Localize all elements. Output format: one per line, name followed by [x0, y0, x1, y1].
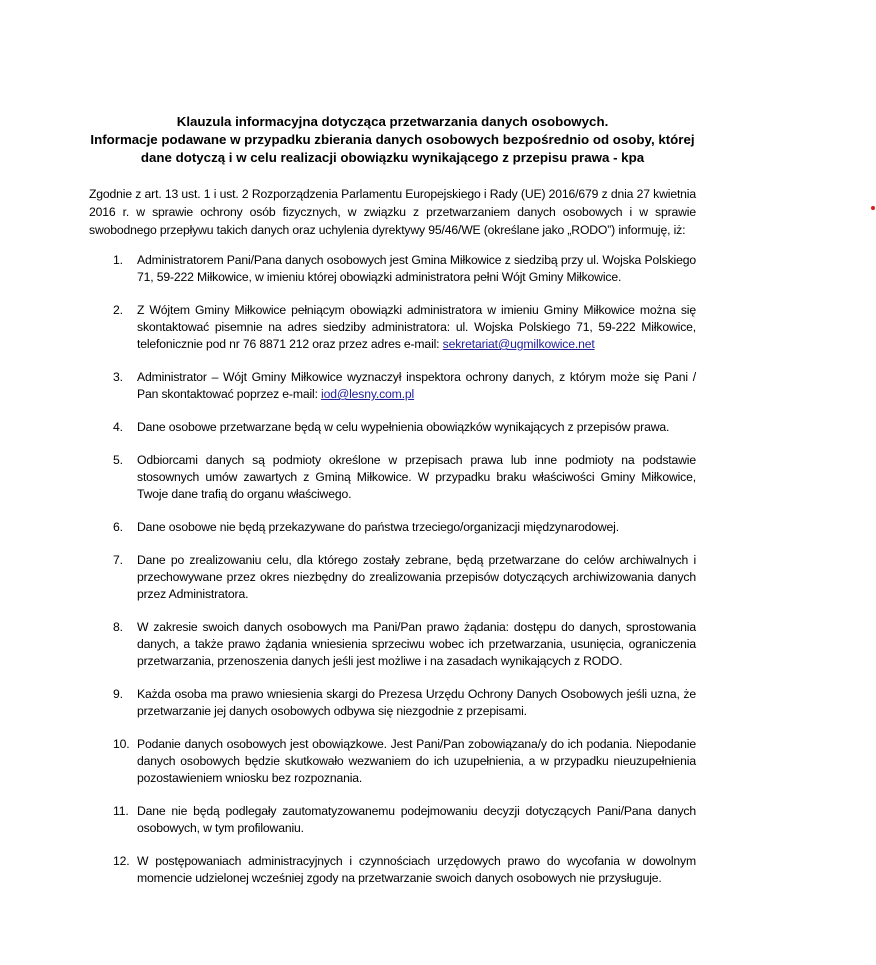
item-number: 9.: [113, 687, 123, 701]
document-title: [89, 113, 696, 167]
list-item: [89, 252, 696, 286]
item-number: 3.: [113, 370, 123, 384]
email-link-sekretariat[interactable]: sekretariat@ugmilkowice.net: [442, 337, 595, 351]
item-text: Administratorem Pani/Pana danych osobowych jest Gmina Miłkowice z siedzibą przy ul. Wojska Polskiego 71, 59-222 Miłkowice, w imieniu której obowiązki administratora pełni Wójt Gminy Miłkowice.: [137, 253, 696, 284]
red-marker-dot: [871, 206, 875, 210]
item-text: Każda osoba ma prawo wniesienia skargi do Prezesa Urzędu Ochrony Danych Osobowych jeśli uzna, że przetwarzanie jej danych osobowych odbywa się niezgodnie z przepisami.: [137, 687, 696, 718]
item-number: 4.: [113, 420, 123, 434]
item-text: Z Wójtem Gminy Miłkowice pełniącym obowiązki administratora w imieniu Gminy Miłkowice można się skontaktować pisemnie na adres siedziby administratora: ul. Wojska Polskiego 71, 59-222 Miłkowice, telefonicznie pod nr 76 8871 212 oraz przez adres e-mail:: [137, 303, 696, 351]
list-item: [89, 686, 696, 720]
title-line-1: Klauzula informacyjna dotycząca przetwarzania danych osobowych.: [176, 114, 609, 129]
item-text: W zakresie swoich danych osobowych ma Pani/Pan prawo żądania: dostępu do danych, sprostowania danych, a także prawo żądania wniesienia sprzeciwu wobec ich przetwarzania, usunięcia, ograniczenia przetwarzania, przenoszenia danych jeśli jest możliwe i na zasadach wynikających z RODO.: [137, 620, 696, 668]
list-item: [89, 552, 696, 603]
clause-list: [89, 252, 696, 887]
list-item: [89, 419, 696, 436]
item-number: 11.: [113, 804, 129, 818]
list-item: [89, 803, 696, 837]
item-text: Dane nie będą podlegały zautomatyzowanemu podejmowaniu decyzji dotyczących Pani/Pana danych osobowych, w tym profilowaniu.: [137, 804, 696, 835]
item-number: 6.: [113, 520, 123, 534]
item-number: 5.: [113, 453, 123, 467]
item-number: 10.: [113, 737, 130, 751]
item-text: Podanie danych osobowych jest obowiązkowe. Jest Pani/Pan zobowiązana/y do ich podania. Niepodanie danych osobowych będzie skutkowało wezwaniem do ich uzupełnienia, a w przypadku nieuzupełnienia pozostawieniem wniosku bez rozpoznania.: [137, 737, 696, 785]
intro-paragraph: Zgodnie z art. 13 ust. 1 i ust. 2 Rozporządzenia Parlamentu Europejskiego i Rady (UE) 2016/679 z dnia 27 kwietnia 2016 r. w sprawie ochrony osób fizycznych, w związku z przetwarzaniem danych osobowych i w sprawie swobodnego przepływu takich danych oraz uchylenia dyrektywy 95/46/WE (określane jako „RODO”) informuję, iż:: [89, 187, 696, 237]
item-number: 2.: [113, 303, 123, 317]
list-item: [89, 619, 696, 670]
item-text: W postępowaniach administracyjnych i czynnościach urzędowych prawo do wycofania w dowolnym momencie udzielonej wcześniej zgody na przetwarzanie swoich danych osobowych nie przysługuje.: [137, 854, 696, 885]
item-number: 7.: [113, 553, 123, 567]
list-item: [89, 452, 696, 503]
item-number: 1.: [113, 253, 123, 267]
title-line-3: dane dotyczą i w celu realizacji obowiązku wynikającego z przepisu prawa - kpa: [140, 150, 645, 165]
item-text: Odbiorcami danych są podmioty określone w przepisach prawa lub inne podmioty na podstawie stosownych umów zawartych z Gminą Miłkowice. W przypadku braku właściwości Gminy Miłkowice, Twoje dane trafią do organu właściwego.: [137, 453, 696, 501]
item-text: Dane po zrealizowaniu celu, dla którego zostały zebrane, będą przetwarzane do celów archiwalnych i przechowywane przez okres niezbędny do zrealizowania przepisów dotyczących archiwizowania danych przez Administratora.: [137, 553, 696, 601]
item-text: Administrator – Wójt Gminy Miłkowice wyznaczył inspektora ochrony danych, z którym może się Pani / Pan skontaktować poprzez e-mail:: [137, 370, 696, 401]
list-item: [89, 519, 696, 536]
list-item: [89, 302, 696, 353]
list-item: [89, 369, 696, 403]
item-number: 12.: [113, 854, 130, 868]
email-link-iod[interactable]: iod@lesny.com.pl: [321, 387, 415, 401]
list-item: [89, 736, 696, 787]
item-text: Dane osobowe nie będą przekazywane do państwa trzeciego/organizacji międzynarodowej.: [137, 520, 619, 534]
document-page: [89, 113, 696, 903]
list-item: [89, 853, 696, 887]
item-text: Dane osobowe przetwarzane będą w celu wypełnienia obowiązków wynikających z przepisów prawa.: [137, 420, 670, 434]
title-line-2: Informacje podawane w przypadku zbierania danych osobowych bezpośrednio od osoby, której: [90, 132, 695, 147]
item-number: 8.: [113, 620, 123, 634]
